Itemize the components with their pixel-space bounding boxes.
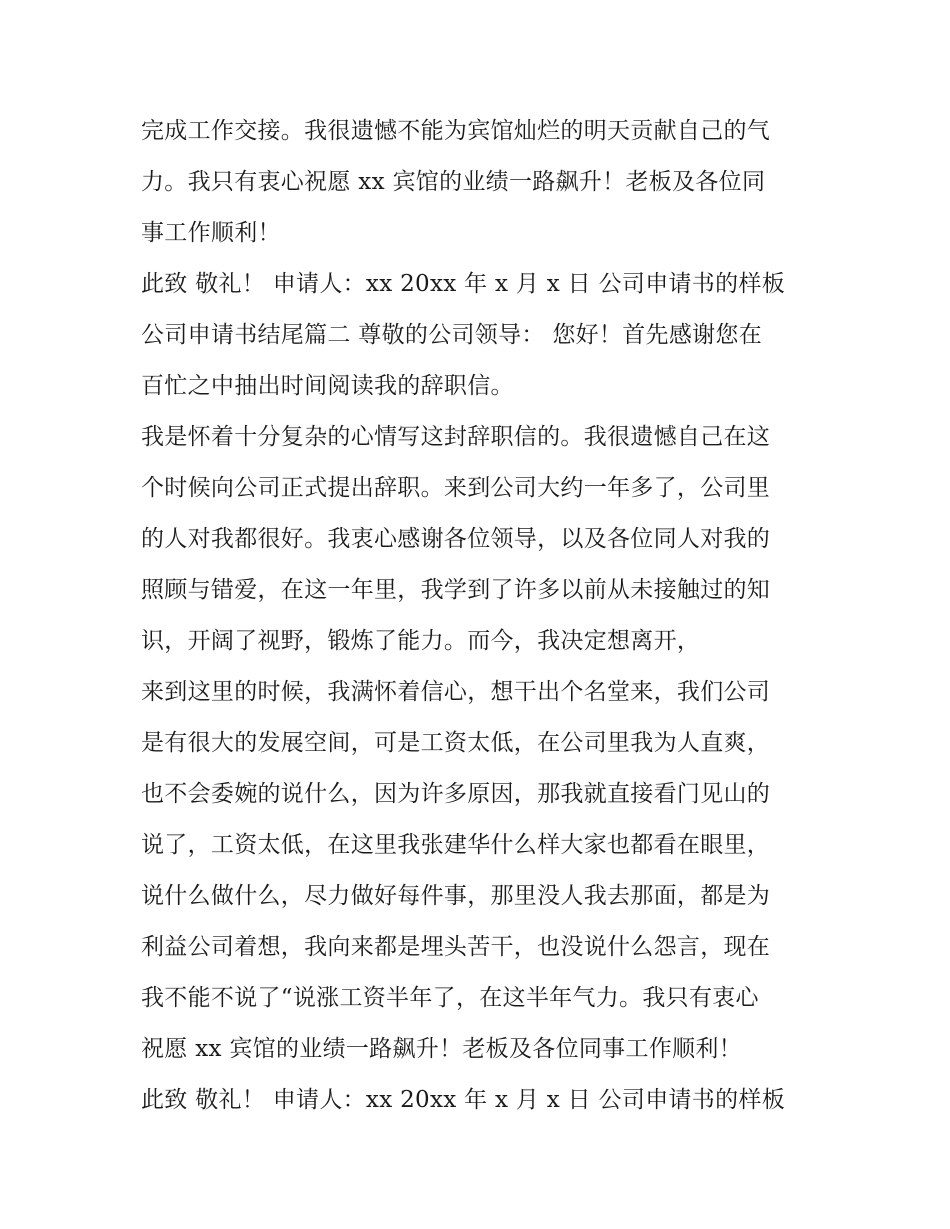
text-line: 识，开阔了视野，锻炼了能力。而今，我决定想离开，	[141, 628, 701, 654]
text-line: 事工作顺利！	[141, 220, 281, 246]
text-line: 祝愿 xx 宾馆的业绩一路飙升！老板及各位同事工作顺利！	[141, 1036, 742, 1062]
text-line: 个时候向公司正式提出辞职。来到公司大约一年多了，公司里	[141, 475, 771, 501]
text-line: 此致 敬礼！ 申请人：xx 20xx 年 x 月 x 日 公司申请书的样板	[141, 271, 785, 297]
text-line: 我不能不说了“说涨工资半年了，在这半年气力。我只有衷心	[141, 985, 759, 1011]
text-line: 百忙之中抽出时间阅读我的辞职信。	[141, 373, 514, 399]
text-line: 说了，工资太低，在这里我张建华什么样大家也都看在眼里，	[141, 832, 771, 858]
text-line: 力。我只有衷心祝愿 xx 宾馆的业绩一路飙升！老板及各位同	[141, 169, 766, 195]
text-line: 说什么做什么，尽力做好每件事，那里没人我去那面，都是为	[141, 883, 771, 909]
text-line: 公司申请书结尾篇二 尊敬的公司领导： 您好！首先感谢您在	[141, 322, 763, 348]
text-line: 是有很大的发展空间，可是工资太低，在公司里我为人直爽，	[141, 730, 771, 756]
text-line: 此致 敬礼！ 申请人：xx 20xx 年 x 月 x 日 公司申请书的样板	[141, 1087, 785, 1113]
text-line: 的人对我都很好。我衷心感谢各位领导，以及各位同人对我的	[141, 526, 771, 552]
text-line: 来到这里的时候，我满怀着信心，想干出个名堂来，我们公司	[141, 679, 771, 705]
body-text	[141, 106, 821, 1126]
text-line: 完成工作交接。我很遗憾不能为宾馆灿烂的明天贡献自己的气	[141, 118, 771, 144]
text-line: 利益公司着想，我向来都是埋头苦干，也没说什么怨言，现在	[141, 934, 771, 960]
text-line: 我是怀着十分复杂的心情写这封辞职信的。我很遗憾自己在这	[141, 424, 771, 450]
text-line: 照顾与错爱，在这一年里，我学到了许多以前从未接触过的知	[141, 577, 771, 603]
text-line: 也不会委婉的说什么，因为许多原因，那我就直接看门见山的	[141, 781, 771, 807]
